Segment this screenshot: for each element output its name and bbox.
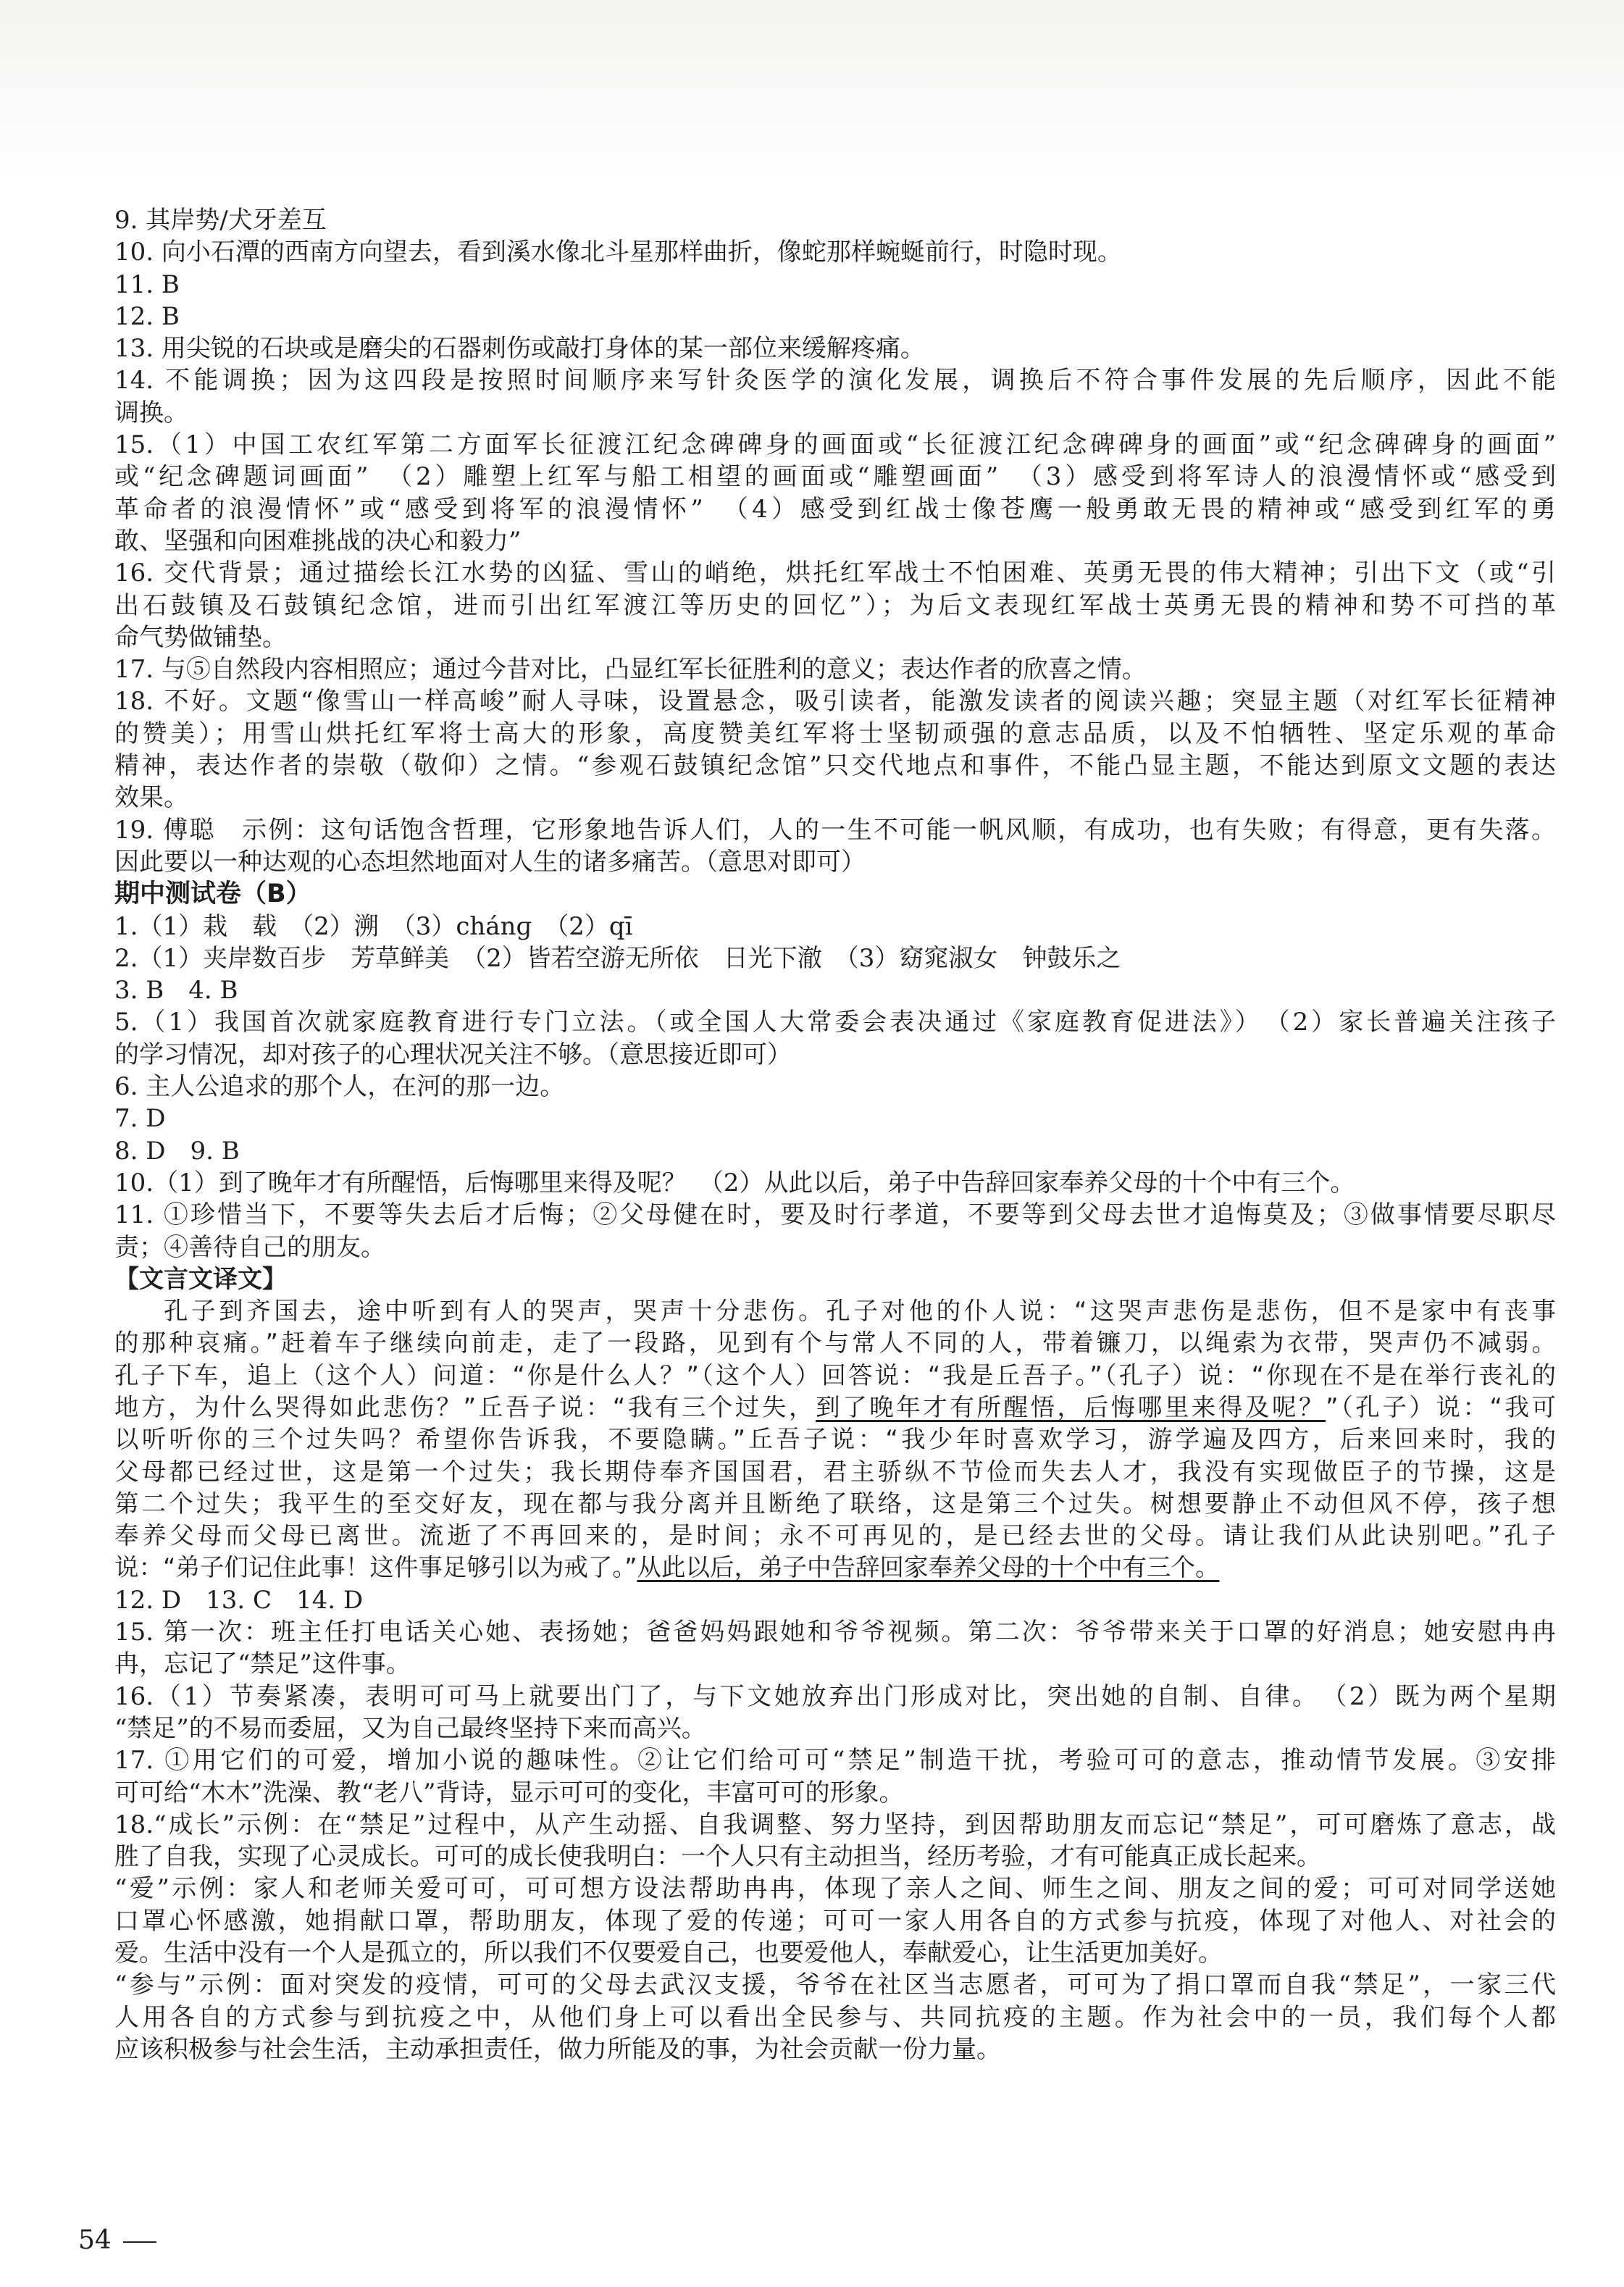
answer-line: 19. 傅聪 示例：这句话饱含哲理，它形象地告诉人们，人的一生不可能一帆风顺，有成功，也有失败；有得意，更有失落。 xyxy=(114,815,1556,845)
answer-line: 17. 与⑤自然段内容相照应；通过今昔对比，凸显红军长征胜利的意义；表达作者的欣喜之情。 xyxy=(114,655,1147,685)
answer-line: 18. 不好。文题“像雪山一样高峻”耐人寻味，设置悬念，吸引读者，能激发读者的阅读兴趣；突显主题（对红军长征精神 xyxy=(114,687,1556,716)
answer-line: 命气势做铺垫。 xyxy=(114,622,287,652)
answer-line: 3. B 4. B xyxy=(114,976,238,1005)
translation-text: 地方，为什么哭得如此悲伤？”丘吾子说：“我有三个过失， xyxy=(114,1392,816,1421)
translation-line: 的那种哀痛。”赶着车子继续向前走，走了一段路，见到有个与常人不同的人，带着镰刀，以绳索为衣带，哭声仍不减弱。 xyxy=(114,1329,1556,1358)
answer-line: 责；④善待自己的朋友。 xyxy=(114,1232,385,1262)
page-number-dash xyxy=(123,2241,156,2243)
answer-line: 14. 不能调换；因为这四段是按照时间顺序来写针灸医学的演化发展，调换后不符合事件发展的先后顺序，因此不能 xyxy=(114,366,1556,396)
answer-line: 15.（1）中国工农红军第二方面军长征渡江纪念碑碑身的画面或“长征渡江纪念碑碑身的画面”或“纪念碑碑身的画面” xyxy=(114,430,1556,460)
answer-line: 口罩心怀感激，她捐献口罩，帮助朋友，体现了爱的传递；可可一家人用各自的方式参与抗疫，体现了对他人、对社会的 xyxy=(114,1906,1556,1936)
translation-line: 以听听你的三个过失吗？希望你告诉我，不要隐瞒。”丘吾子说：“我少年时喜欢学习，游学遍及四方，后来回来时，我的 xyxy=(114,1425,1556,1454)
answer-line: 6. 主人公追求的那个人，在河的那一边。 xyxy=(114,1072,565,1102)
translation-text: ”（孔子）说：“我可 xyxy=(1326,1392,1556,1421)
answer-line: 13. 用尖锐的石块或是磨尖的石器刺伤或敲打身体的某一部位来缓解疼痛。 xyxy=(114,334,925,364)
answer-line: 或“纪念碑题词画面” （2）雕塑上红军与船工相望的画面或“雕塑画面” （3）感受到将军诗人的浪漫情怀或“感受到 xyxy=(114,462,1556,492)
answer-line: 18.“成长”示例：在“禁足”过程中，从产生动摇、自我调整、努力坚持，到因帮助朋友而忘记“禁足”，可可磨炼了意志，战 xyxy=(114,1810,1556,1839)
translation-title: 【文言文译文】 xyxy=(114,1264,287,1294)
answer-line: 11. B xyxy=(114,269,180,299)
translation-line: 孔子到齐国去，途中听到有人的哭声，哭声十分悲伤。孔子对他的仆人说：“这哭声悲伤是悲伤，但不是家中有丧事 xyxy=(164,1297,1556,1326)
answer-line: 人用各自的方式参与到抗疫之中，从他们身上可以看出全民参与、共同抗疫的主题。作为社会中的一员，我们每个人都 xyxy=(114,2002,1556,2032)
answer-line: 9. 其岸势/犬牙差互 xyxy=(114,206,327,235)
answer-line: 革命者的浪漫情怀”或“感受到将军的浪漫情怀” （4）感受到红战士像苍鹰一般勇敢无畏的精神或“感受到红军的勇 xyxy=(114,494,1556,524)
answer-line: 15. 第一次：班主任打电话关心她、表扬她；爸爸妈妈跟她和爷爷视频。第二次：爷爷带来关于口罩的好消息；她安慰冉冉 xyxy=(114,1618,1556,1647)
answer-content xyxy=(114,204,1556,2065)
answer-line: 冉，忘记了“禁足”这件事。 xyxy=(114,1650,411,1679)
answer-line: 8. D 9. B xyxy=(114,1136,240,1166)
translation-line: 奉养父母而父母已离世。流逝了不再回来的，是时间；永不可再见的，是已经去世的父母。请让我们从此诀别吧。”孔子 xyxy=(114,1521,1556,1550)
answer-line: 7. D xyxy=(114,1104,166,1134)
answer-line: 的赞美）；用雪山烘托红军将士高大的形象，高度赞美红军将士坚韧顽强的意志品质，以及不怕牺牲、坚定乐观的革命 xyxy=(114,719,1556,748)
answer-line: 胜了自我，实现了心灵成长。可可的成长使我明白：一个人只有主动担当，经历考验，才有可能真正成长起来。 xyxy=(114,1842,1321,1872)
answer-line: 12. D 13. C 14. D xyxy=(114,1585,364,1615)
answer-line: “禁足”的不易而委屈，又为自己最终坚持下来而高兴。 xyxy=(114,1713,706,1743)
answer-line: 5.（1）我国首次就家庭教育进行专门立法。（或全国人大常委会表决通过《家庭教育促进法》） （2）家长普遍关注孩子 xyxy=(114,1008,1556,1037)
answer-line: 敢、坚强和向困难挑战的决心和毅力” xyxy=(114,526,522,556)
answer-line: 可可给“木木”洗澡、教“老八”背诗，显示可可的变化，丰富可可的形象。 xyxy=(114,1778,904,1807)
answer-line: 10. 向小石潭的西南方向望去，看到溪水像北斗星那样曲折，像蛇那样蜿蜒前行，时隐时现。 xyxy=(114,238,1122,267)
translation-line: 孔子下车，追上（这个人）问道：“你是什么人？”（这个人）回答说：“我是丘吾子。”（孔子）说：“你现在不是在举行丧礼的 xyxy=(114,1360,1556,1389)
answer-line: 精神，表达作者的崇敬（敬仰）之情。“参观石鼓镇纪念馆”只交代地点和事件，不能凸显主题，不能达到原文文题的表达 xyxy=(114,751,1556,781)
answer-line: 10.（1）到了晚年才有所醒悟，后悔哪里来得及呢？ （2）从此以后，弟子中告辞回家奉养父母的十个中有三个。 xyxy=(114,1168,1355,1197)
answer-line: 因此要以一种达观的心态坦然地面对人生的诸多痛苦。（意思对即可） xyxy=(114,847,866,877)
page-number-text: 54 xyxy=(78,2225,112,2255)
answer-line: 16.（1）节奏紧凑，表明可可马上就要出门了，与下文她放弃出门形成对比，突出她的自制、自律。 （2）既为两个星期 xyxy=(114,1681,1556,1711)
answer-line: “参与”示例：面对突发的疫情，可可的父母去武汉支援，爷爷在社区当志愿者，可可为了捐口罩而自我“禁足”，一家三代 xyxy=(114,1970,1556,2000)
answer-line: 16. 交代背景；通过描绘长江水势的凶猛、雪山的峭绝，烘托红军战士不怕困难、英勇无畏的伟大精神；引出下文（或“引 xyxy=(114,559,1556,588)
translation-text: 说：“弟子们记住此事！这件事足够引以为戒了。” xyxy=(114,1553,637,1582)
answer-line: 12. B xyxy=(114,301,180,331)
answer-line: 2.（1）夹岸数百步 芳草鲜美 （2）皆若空游无所依 日光下澈 （3）窈窕淑女 钟鼓乐之 xyxy=(114,943,1121,973)
page-top-band xyxy=(0,0,1624,181)
translation-block xyxy=(114,1295,1556,1584)
section-title: 期中测试卷（B） xyxy=(114,879,311,909)
answer-line: 的学习情况，却对孩子的心理状况关注不够。（意思接近即可） xyxy=(114,1040,792,1069)
answer-line: 17. ①用它们的可爱，增加小说的趣味性。②让它们给可可“禁足”制造干扰，考验可可的意志，推动情节发展。③安排 xyxy=(114,1746,1556,1776)
answer-line: 效果。 xyxy=(114,783,188,813)
answer-line: “爱”示例：家人和老师关爱可可，可可想方设法帮助冉冉，体现了亲人之间、师生之间、朋友之间的爱；可可对同学送她 xyxy=(114,1874,1556,1904)
page-number xyxy=(78,2225,156,2255)
answer-line: 11. ①珍惜当下，不要等失去后才后悔；②父母健在时，要及时行孝道，不要等到父母去世才追悔莫及；③做事情要尽职尽 xyxy=(114,1200,1556,1230)
answer-line: 应该积极参与社会生活，主动承担责任，做力所能及的事，为社会贡献一份力量。 xyxy=(114,2034,1001,2064)
translation-line: 父母都已经过世，这是第一个过失；我长期侍奉齐国国君，君主骄纵不节俭而失去人才，我没有实现做臣子的节操，这是 xyxy=(114,1457,1556,1486)
translation-line xyxy=(114,1392,1556,1423)
underlined-sentence: 到了晚年才有所醒悟，后悔哪里来得及呢？ xyxy=(816,1392,1326,1421)
underlined-sentence: 从此以后，弟子中告辞回家奉养父母的十个中有三个。 xyxy=(637,1553,1220,1582)
translation-line xyxy=(114,1552,1556,1584)
answer-line: 出石鼓镇及石鼓镇纪念馆，进而引出红军渡江等历史的回忆”）；为后文表现红军战士英勇无畏的精神和势不可挡的革 xyxy=(114,590,1556,620)
answer-line: 爱。生活中没有一个人是孤立的，所以我们不仅要爱自己，也要爱他人，奉献爱心，让生活更加美好。 xyxy=(114,1939,1223,1968)
translation-line: 第二个过失；我平生的至交好友，现在都与我分离并且断绝了联络，这是第三个过失。树想要静止不动但风不停，孩子想 xyxy=(114,1489,1556,1518)
answer-line: 1.（1）栽 载 （2）溯 （3）chánɡ （2）qī xyxy=(114,911,633,941)
answer-line: 调换。 xyxy=(114,398,188,427)
